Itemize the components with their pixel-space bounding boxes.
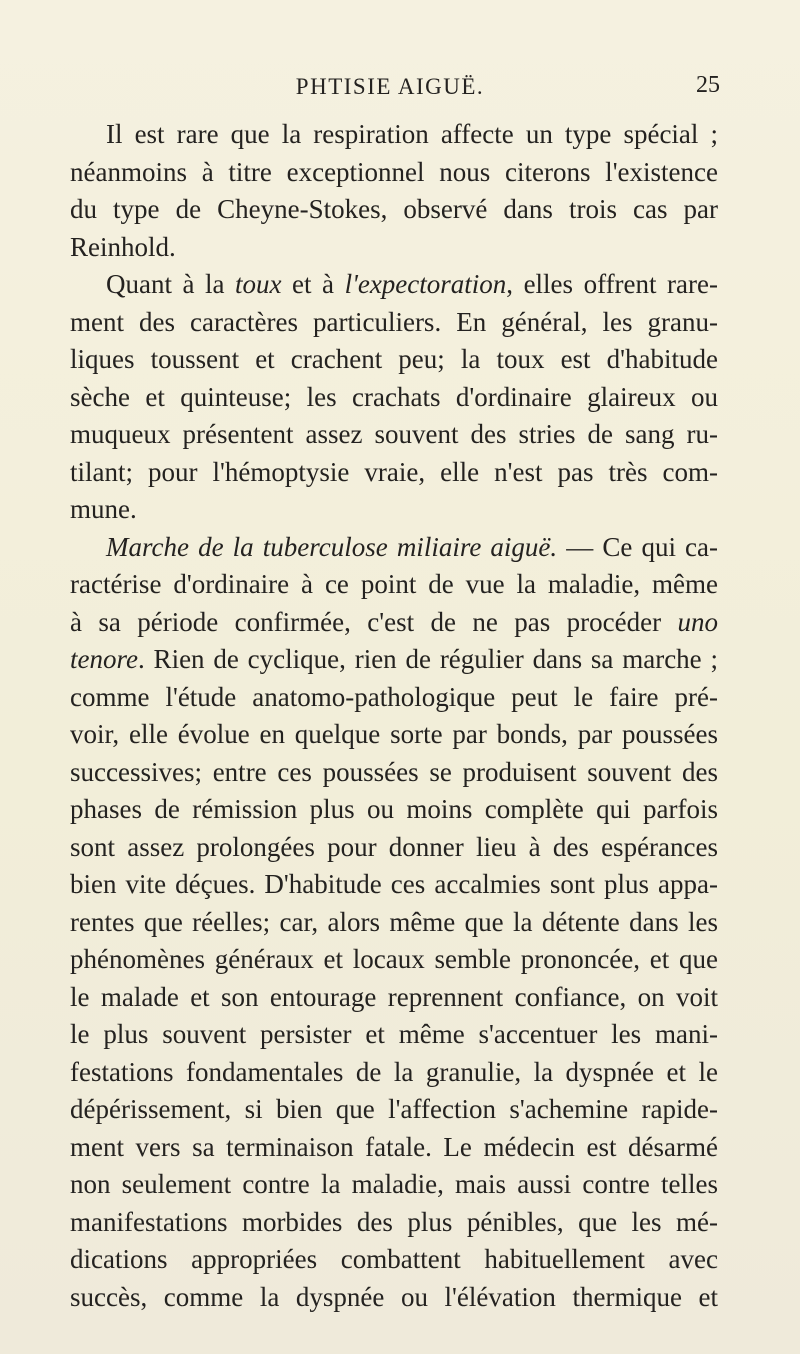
text-line: dépérissement, si bien que l'affection s'achemine rapide- <box>70 1094 718 1124</box>
text-line: muqueux présentent assez souvent des stries de sang ru- <box>70 419 718 449</box>
body-text <box>70 116 718 1316</box>
text-line: festations fondamentales de la granulie, la dyspnée et le <box>70 1056 718 1087</box>
text-line: Quant à la toux et à l'expectoration, elles offrent rare- <box>106 269 719 299</box>
text-line: comme l'étude anatomo-pathologique peut le faire pré- <box>70 681 718 712</box>
text-line: voir, elle évolue en quelque sorte par bonds, par poussées <box>70 719 718 749</box>
text-line: phases de rémission plus ou moins complète qui parfois <box>70 794 718 824</box>
page-number: 25 <box>696 72 720 98</box>
italic-term: uno <box>677 606 718 637</box>
text-line: mune. <box>70 494 137 524</box>
text-line: à sa période confirmée, c'est de ne pas procéder uno <box>70 606 718 637</box>
text-line: le malade et son entourage reprennent confiance, on voit <box>70 981 718 1012</box>
italic-term: tenore <box>70 644 138 674</box>
text-line: non seulement contre la maladie, mais aussi contre telles <box>70 1169 718 1199</box>
text-line: manifestations morbides des plus pénibles, que les mé- <box>70 1206 718 1237</box>
running-head <box>60 68 720 104</box>
text-line: sont assez prolongées pour donner lieu à des espérances <box>70 831 718 862</box>
section-heading: Marche de la tuberculose miliaire aiguë. <box>106 531 558 562</box>
text-line: tenore. Rien de cyclique, rien de régulier dans sa marche ; <box>70 644 718 674</box>
text-line: phénomènes généraux et locaux semble prononcée, et que <box>70 944 718 974</box>
text-line: Il est rare que la respiration affecte un type spécial ; <box>106 119 718 149</box>
text-line: successives; entre ces poussées se produisent souvent des <box>70 756 718 787</box>
text-line: néanmoins à titre exceptionnel nous citerons l'existence <box>70 156 718 187</box>
running-title: PHTISIE AIGUË. <box>295 74 485 99</box>
text-line: succès, comme la dyspnée ou l'élévation thermique et <box>70 1281 718 1312</box>
text-line: dications appropriées combattent habituellement avec <box>70 1244 718 1274</box>
text-line: liques toussent et crachent peu; la toux est d'habitude <box>70 344 718 374</box>
section-heading-line: Marche de la tuberculose miliaire aiguë. — Ce qui ca- <box>106 531 719 562</box>
italic-term: l'expectoration <box>344 269 507 299</box>
text-line: rentes que réelles; car, alors même que la détente dans les <box>70 906 718 937</box>
text-line: sèche et quinteuse; les crachats d'ordinaire glaireux ou <box>70 381 718 412</box>
text-line: ment des caractères particuliers. En général, les granu- <box>70 306 718 337</box>
text-line: ment vers sa terminaison fatale. Le médecin est désarmé <box>70 1131 718 1162</box>
text-line: Reinhold. <box>70 231 176 262</box>
text-line: tilant; pour l'hémoptysie vraie, elle n'est pas très com- <box>70 456 718 487</box>
text-line: le plus souvent persister et même s'accentuer les mani- <box>70 1019 718 1049</box>
italic-term: toux <box>235 269 282 299</box>
text-line: ractérise d'ordinaire à ce point de vue la maladie, même <box>70 569 718 599</box>
text-line: du type de Cheyne-Stokes, observé dans trois cas par <box>70 194 718 224</box>
text-line: bien vite déçues. D'habitude ces accalmies sont plus appa- <box>70 869 718 899</box>
